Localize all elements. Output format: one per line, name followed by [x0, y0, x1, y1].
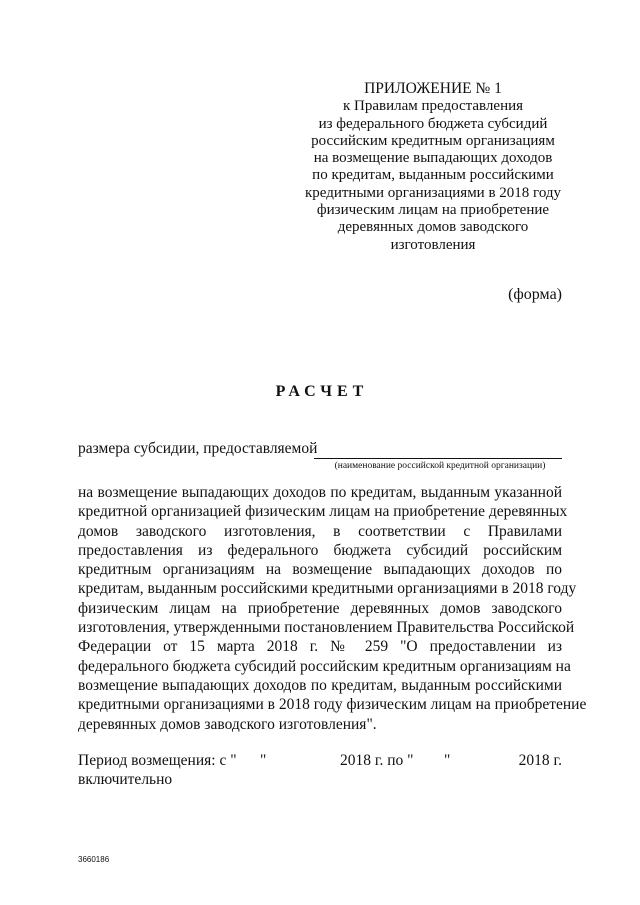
body-line: федерального бюджета субсидий российским кредитным организациям на [78, 657, 571, 675]
appendix-line: изготовления [390, 236, 476, 253]
appendix-title: ПРИЛОЖЕНИЕ № 1 [364, 80, 502, 97]
appendix-line: по кредитам, выданным российскими [312, 167, 554, 184]
period-inclusive: включительно [78, 771, 173, 788]
organization-name-caption: (наименование российской кредитной организации) [334, 461, 546, 471]
period-year-to: 2018 г. по " [340, 752, 414, 769]
subsidy-prefix: размера субсидии, предоставляемой [78, 440, 318, 457]
body-line: кредитам, выданным российскими кредитными организациями в 2018 году [78, 580, 577, 598]
body-line: деревянных домов заводского изготовления". [78, 715, 377, 733]
appendix-line: из федерального бюджета субсидий [318, 115, 548, 132]
period-year-end: 2018 г. [518, 752, 562, 769]
appendix-line: российским кредитным организациям [311, 132, 555, 149]
organization-name-blank[interactable] [314, 458, 562, 459]
appendix-line: кредитными организациями в 2018 году [304, 184, 562, 201]
body-line: домов заводского изготовления, в соответствии с Правилами [78, 522, 562, 540]
period-label: Период возмещения: с " [78, 752, 237, 769]
body-line: физическим лицам на приобретение деревянных домов заводского [78, 599, 562, 617]
body-line: кредитной организацией физическим лицам на приобретение деревянных [78, 503, 568, 521]
appendix-line: физическим лицам на приобретение [316, 202, 550, 219]
body-line: предоставления из федерального бюджета субсидий российским [78, 541, 562, 559]
document-code: 3660186 [78, 855, 110, 864]
form-note: (форма) [508, 286, 562, 303]
appendix-line: к Правилам предоставления [342, 98, 524, 115]
body-line: кредитным организациям на возмещение выпадающих доходов по [78, 561, 562, 579]
body-line: на возмещение выпадающих доходов по кредитам, выданным указанной [78, 484, 562, 501]
body-line: изготовления, утвержденными постановлением Правительства Российской [78, 619, 575, 637]
body-paragraph [78, 483, 587, 734]
body-line: кредитными организациями в 2018 году физическим лицам на приобретение [78, 696, 587, 714]
body-line: возмещение выпадающих доходов по кредитам, выданным российскими [78, 676, 562, 694]
appendix-line: деревянных домов заводского [337, 219, 529, 236]
appendix-header [292, 80, 574, 254]
document-title: РАСЧЕТ [275, 383, 369, 400]
period-end-quote: " [444, 752, 451, 769]
appendix-line: на возмещение выпадающих доходов [313, 150, 553, 167]
period-start-quote: " [260, 752, 267, 769]
body-line: Федерации от 15 марта 2018 г. № 259 "О предоставлении из [78, 638, 562, 656]
